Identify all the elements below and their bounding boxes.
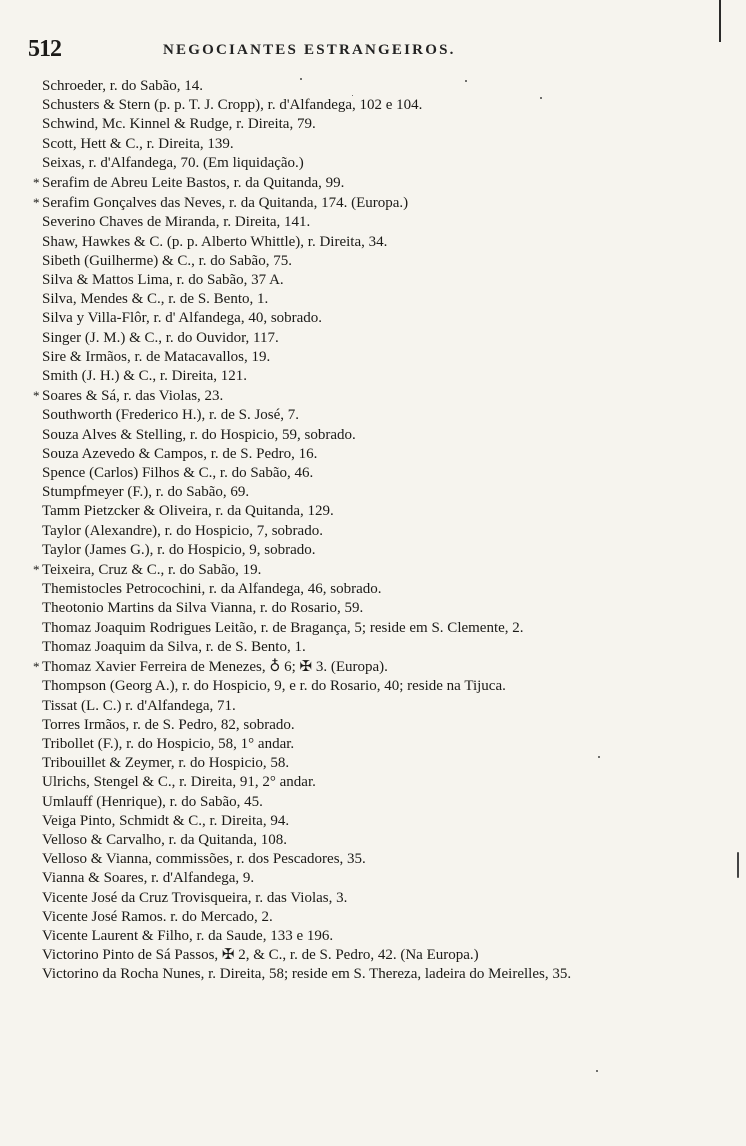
page-header — [28, 36, 588, 64]
entry-text: Velloso & Carvalho, r. da Quitanda, 108. — [42, 831, 287, 848]
directory-entry — [33, 927, 683, 946]
entry-text: Seixas, r. d'Alfandega, 70. (Em liquidação.) — [42, 154, 304, 171]
entry-text: Sibeth (Guilherme) & C., r. do Sabão, 75. — [42, 252, 292, 269]
directory-entry — [33, 697, 683, 716]
directory-entry — [33, 638, 683, 657]
directory-entry — [33, 754, 683, 773]
entry-text: Schroeder, r. do Sabão, 14. — [42, 78, 204, 94]
entry-text: Thompson (Georg A.), r. do Hospicio, 9, e r. do Rosario, 40; reside na Tijuca. — [42, 678, 506, 695]
entry-text: Tissat (L. C.) r. d'Alfandega, 71. — [42, 697, 236, 714]
directory-entry — [33, 252, 683, 271]
directory-entry — [33, 329, 683, 348]
entry-text: Vicente José da Cruz Trovisqueira, r. das Violas, 3. — [42, 889, 348, 906]
directory-entry — [33, 290, 683, 309]
directory-entry — [33, 619, 683, 638]
asterisk-marker: * — [33, 175, 40, 191]
directory-entry — [33, 115, 683, 134]
print-speck — [598, 756, 600, 758]
entry-text: Vicente José Ramos. r. do Mercado, 2. — [42, 908, 273, 925]
directory-entry — [33, 406, 683, 425]
entry-text: Souza Alves & Stelling, r. do Hospicio, 59, sobrado. — [42, 426, 356, 443]
entry-text: Thomaz Xavier Ferreira de Menezes, ♁ 6; ✠ 3. (Europa). — [42, 659, 388, 676]
directory-entry — [33, 869, 683, 888]
directory-entry — [33, 716, 683, 735]
directory-entry — [33, 445, 683, 464]
entry-text: Sire & Irmãos, r. de Matacavallos, 19. — [42, 348, 271, 365]
asterisk-marker: * — [33, 659, 40, 675]
directory-entry — [33, 965, 683, 984]
directory-entry — [33, 908, 683, 927]
entry-text: Scott, Hett & C., r. Direita, 139. — [42, 135, 234, 152]
entry-text: Serafim de Abreu Leite Bastos, r. da Quitanda, 99. — [42, 175, 345, 192]
directory-entry — [33, 831, 683, 850]
entry-text: Tribollet (F.), r. do Hospicio, 58, 1° andar. — [42, 735, 295, 752]
asterisk-marker: * — [33, 195, 40, 211]
directory-entry — [33, 773, 683, 792]
print-speck — [352, 95, 353, 96]
entry-text: Silva & Mattos Lima, r. do Sabão, 37 A. — [42, 272, 284, 289]
print-speck — [465, 80, 467, 82]
directory-entry — [33, 309, 683, 328]
directory-entry — [33, 193, 683, 213]
directory-entry — [33, 735, 683, 754]
entry-text: Taylor (James G.), r. do Hospicio, 9, sobrado. — [42, 541, 316, 558]
entry-text: Souza Azevedo & Campos, r. de S. Pedro, 16. — [42, 445, 318, 462]
directory-entry — [33, 426, 683, 445]
entry-text: Spence (Carlos) Filhos & C., r. do Sabão, 46. — [42, 465, 314, 482]
entry-list — [33, 77, 683, 985]
directory-entry — [33, 271, 683, 290]
entry-text: Thomaz Joaquim da Silva, r. de S. Bento, 1. — [42, 638, 306, 655]
entry-text: Schusters & Stern (p. p. T. J. Cropp), r. d'Alfandega, 102 e 104. — [42, 97, 423, 114]
directory-entry — [33, 367, 683, 386]
entry-text: Veiga Pinto, Schmidt & C., r. Direita, 94. — [42, 812, 290, 829]
entry-text: Umlauff (Henrique), r. do Sabão, 45. — [42, 793, 263, 810]
entry-text: Southworth (Frederico H.), r. de S. José, 7. — [42, 407, 300, 424]
entry-text: Singer (J. M.) & C., r. do Ouvidor, 117. — [42, 329, 279, 346]
directory-entry — [33, 96, 683, 115]
entry-text: Severino Chaves de Miranda, r. Direita, 141. — [42, 214, 311, 231]
directory-entry — [33, 522, 683, 541]
directory-entry — [33, 483, 683, 502]
entry-text: Smith (J. H.) & C., r. Direita, 121. — [42, 368, 247, 385]
entry-text: Silva y Villa-Flôr, r. d' Alfandega, 40, sobrado. — [42, 310, 323, 327]
entry-text: Vicente Laurent & Filho, r. da Saude, 133 e 196. — [42, 927, 334, 944]
entry-text: Tribouillet & Zeymer, r. do Hospicio, 58. — [42, 755, 290, 772]
directory-entry — [33, 77, 683, 96]
directory-entry — [33, 580, 683, 599]
entry-text: Torres Irmãos, r. de S. Pedro, 82, sobrado. — [42, 716, 295, 733]
entry-text: Soares & Sá, r. das Violas, 23. — [42, 388, 224, 405]
running-title: NEGOCIANTES ESTRANGEIROS. — [163, 42, 456, 58]
entry-text: Ulrichs, Stengel & C., r. Direita, 91, 2° andar. — [42, 774, 316, 791]
print-speck — [300, 78, 302, 80]
entry-text: Victorino Pinto de Sá Passos, ✠ 2, & C., r. de S. Pedro, 42. (Na Europa.) — [42, 947, 479, 964]
directory-entry — [33, 889, 683, 908]
entry-text: Taylor (Alexandre), r. do Hospicio, 7, sobrado. — [42, 522, 323, 539]
entry-text: Vianna & Soares, r. d'Alfandega, 9. — [42, 870, 255, 887]
directory-entry — [33, 946, 683, 965]
entry-text: Themistocles Petrocochini, r. da Alfandega, 46, sobrado. — [42, 581, 382, 598]
print-speck — [737, 852, 739, 878]
directory-entry — [33, 213, 683, 232]
directory-entry — [33, 599, 683, 618]
entry-text: Silva, Mendes & C., r. de S. Bento, 1. — [42, 291, 269, 308]
directory-entry — [33, 464, 683, 483]
print-speck — [540, 97, 542, 99]
directory-entry — [33, 793, 683, 812]
entry-text: Shaw, Hawkes & C. (p. p. Alberto Whittle), r. Direita, 34. — [42, 233, 388, 250]
directory-entry — [33, 173, 683, 193]
directory-entry — [33, 386, 683, 406]
print-speck — [596, 1070, 598, 1072]
page-number: 512 — [28, 36, 61, 62]
directory-entry — [33, 348, 683, 367]
directory-entry — [33, 812, 683, 831]
entry-text: Thomaz Joaquim Rodrigues Leitão, r. de Bragança, 5; reside em S. Clemente, 2. — [42, 619, 524, 636]
directory-entry — [33, 677, 683, 696]
entry-text: Schwind, Mc. Kinnel & Rudge, r. Direita, 79. — [42, 116, 316, 133]
entry-text: Tamm Pietzcker & Oliveira, r. da Quitanda, 129. — [42, 503, 334, 520]
entry-text: Victorino da Rocha Nunes, r. Direita, 58; reside em S. Thereza, ladeira do Meirelles, 35. — [42, 966, 572, 983]
entry-text: Serafim Gonçalves das Neves, r. da Quitanda, 174. (Europa.) — [42, 195, 409, 212]
entry-text: Teixeira, Cruz & C., r. do Sabão, 19. — [42, 562, 262, 579]
directory-entry — [33, 154, 683, 173]
entry-text: Theotonio Martins da Silva Vianna, r. do Rosario, 59. — [42, 600, 364, 617]
directory-entry — [33, 850, 683, 869]
directory-entry — [33, 502, 683, 521]
entry-text: Stumpfmeyer (F.), r. do Sabão, 69. — [42, 484, 250, 501]
directory-entry — [33, 560, 683, 580]
directory-entry — [33, 135, 683, 154]
directory-entry — [33, 233, 683, 252]
entry-text: Velloso & Vianna, commissões, r. dos Pescadores, 35. — [42, 851, 366, 868]
asterisk-marker: * — [33, 388, 40, 404]
directory-entry — [33, 657, 683, 677]
margin-rule — [719, 0, 721, 42]
directory-entry — [33, 541, 683, 560]
asterisk-marker: * — [33, 562, 40, 578]
